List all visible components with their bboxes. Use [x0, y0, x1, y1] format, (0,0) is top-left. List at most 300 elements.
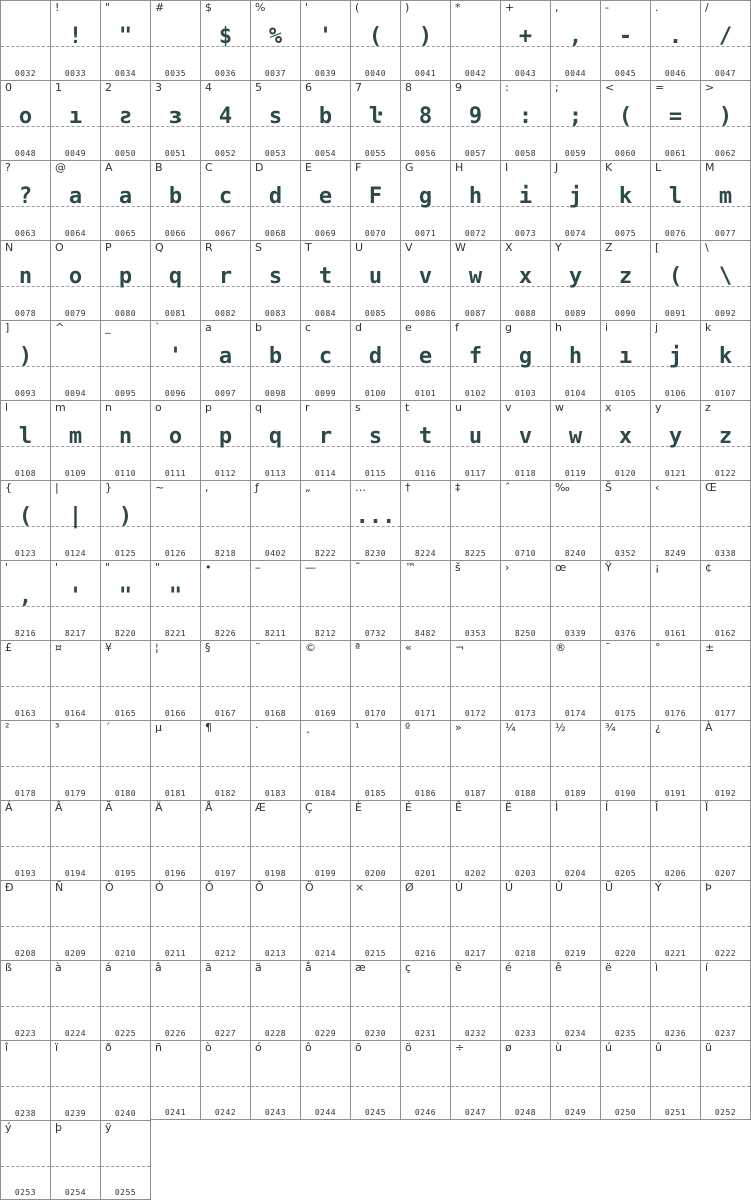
character-code: 0193	[14, 869, 37, 878]
glyph-sample	[1, 1142, 50, 1172]
character-label: ¨	[255, 641, 261, 654]
character-code: 0175	[614, 709, 637, 718]
character-label: <	[605, 81, 615, 94]
character-label: {	[5, 481, 12, 494]
glyph-sample: u	[468, 424, 483, 449]
glyph-sample: "	[168, 584, 183, 609]
character-code: 0243	[264, 1108, 287, 1117]
character-label: 2	[105, 81, 112, 94]
glyph-cell	[150, 240, 200, 320]
glyph-sample: h	[568, 344, 583, 369]
glyph-sample: x	[518, 264, 533, 289]
glyph-sample: s	[268, 104, 283, 129]
glyph-sample	[451, 582, 500, 612]
glyph-sample	[351, 582, 400, 612]
glyph-cell	[250, 80, 300, 160]
character-label: S	[255, 241, 262, 254]
glyph-sample	[501, 982, 550, 1012]
character-code: 0104	[564, 389, 587, 398]
glyph-cell	[350, 0, 400, 80]
glyph-cell	[150, 400, 200, 480]
glyph-sample: n	[18, 264, 33, 289]
character-label: š	[455, 561, 461, 574]
glyph-sample	[651, 582, 700, 612]
character-label: —	[305, 561, 316, 574]
character-code: 0710	[514, 549, 537, 558]
glyph-cell	[400, 0, 450, 80]
glyph-cell	[300, 1040, 350, 1120]
character-code: 0072	[464, 229, 487, 238]
character-label: …	[355, 481, 366, 494]
glyph-sample	[451, 902, 500, 932]
character-label: L	[655, 161, 662, 174]
character-label: *	[455, 1, 461, 14]
glyph-sample: c	[218, 184, 233, 209]
character-label: 4	[205, 81, 212, 94]
glyph-cell	[700, 720, 751, 800]
character-code: 0177	[714, 709, 737, 718]
glyph-cell	[50, 880, 100, 960]
glyph-sample: y	[568, 264, 583, 289]
character-code: 0046	[664, 69, 687, 78]
character-code: 0218	[514, 949, 537, 958]
glyph-cell	[200, 720, 250, 800]
character-label: [	[655, 241, 660, 254]
glyph-sample	[101, 342, 150, 372]
glyph-sample: .	[668, 24, 683, 49]
glyph-sample	[451, 742, 500, 772]
glyph-cell	[450, 640, 500, 720]
glyph-cell	[100, 320, 150, 400]
character-code: 0240	[114, 1109, 137, 1118]
character-code: 0228	[264, 1029, 287, 1038]
character-label: I	[505, 161, 509, 174]
character-label: Õ	[255, 881, 264, 894]
glyph-sample: |	[68, 504, 83, 529]
glyph-cell	[200, 880, 250, 960]
character-code: 0073	[514, 229, 537, 238]
character-label: û	[655, 1041, 662, 1054]
character-label: ]	[5, 321, 10, 334]
character-label: ü	[705, 1041, 712, 1054]
glyph-cell	[100, 0, 150, 80]
glyph-cell	[650, 400, 700, 480]
glyph-cell	[600, 800, 650, 880]
glyph-cell	[550, 720, 600, 800]
character-label: †	[405, 481, 411, 494]
character-label: C	[205, 161, 213, 174]
character-label: A	[105, 161, 113, 174]
character-label: p	[205, 401, 212, 414]
character-label: >	[705, 81, 715, 94]
glyph-cell	[50, 1040, 100, 1120]
glyph-cell	[350, 1040, 400, 1120]
glyph-sample	[601, 982, 650, 1012]
glyph-sample: "	[118, 24, 133, 49]
glyph-sample: 4	[218, 104, 233, 129]
character-code: 0166	[164, 709, 187, 718]
character-label: É	[405, 801, 412, 814]
character-code: 0213	[264, 949, 287, 958]
glyph-cell	[650, 0, 700, 80]
glyph-cell	[650, 240, 700, 320]
character-label: '	[55, 561, 59, 574]
glyph-sample	[251, 742, 300, 772]
glyph-sample	[51, 902, 100, 932]
glyph-sample	[601, 502, 650, 532]
character-label: œ	[555, 561, 567, 574]
character-code: 0109	[64, 469, 87, 478]
glyph-cell	[250, 400, 300, 480]
character-label: D	[255, 161, 264, 174]
character-code: 0206	[664, 869, 687, 878]
glyph-cell	[700, 400, 751, 480]
character-code: 0065	[114, 229, 137, 238]
glyph-sample	[351, 742, 400, 772]
character-label: ô	[305, 1041, 312, 1054]
glyph-sample: '	[168, 344, 183, 369]
character-code: 0098	[264, 389, 287, 398]
glyph-cell	[600, 80, 650, 160]
glyph-cell	[600, 640, 650, 720]
glyph-sample: r	[218, 264, 233, 289]
glyph-cell	[700, 240, 751, 320]
character-label: Ð	[5, 881, 14, 894]
glyph-sample	[651, 902, 700, 932]
character-label: z	[705, 401, 711, 414]
character-label: K	[605, 161, 613, 174]
glyph-cell	[350, 880, 400, 960]
glyph-cell	[700, 800, 751, 880]
glyph-sample: )	[718, 104, 733, 129]
character-label: Ç	[305, 801, 313, 814]
character-code: 0188	[514, 789, 537, 798]
character-code: 0079	[64, 309, 87, 318]
character-code: 8230	[364, 549, 387, 558]
glyph-cell	[700, 560, 751, 640]
character-code: 0195	[114, 869, 137, 878]
glyph-sample: p	[118, 264, 133, 289]
character-label: X	[505, 241, 513, 254]
character-label: ß	[5, 961, 12, 974]
character-label: Þ	[705, 881, 712, 894]
character-code: 0055	[364, 149, 387, 158]
glyph-sample	[1, 822, 50, 852]
character-code: 0118	[514, 469, 537, 478]
character-label: Ø	[405, 881, 414, 894]
glyph-sample: e	[318, 184, 333, 209]
character-label: |	[55, 481, 59, 494]
glyph-cell	[600, 240, 650, 320]
glyph-sample: p	[218, 424, 233, 449]
character-code: 0207	[714, 869, 737, 878]
glyph-row	[0, 320, 751, 400]
character-code: 0224	[64, 1029, 87, 1038]
glyph-cell	[50, 720, 100, 800]
glyph-sample	[151, 982, 200, 1012]
character-label: %	[255, 1, 266, 14]
character-label: ˜	[355, 561, 361, 574]
glyph-cell	[0, 640, 50, 720]
glyph-sample	[601, 742, 650, 772]
character-code: 0114	[314, 469, 337, 478]
character-code: 0108	[14, 469, 37, 478]
glyph-cell	[200, 1040, 250, 1120]
character-code: 0092	[714, 309, 737, 318]
character-code: 0226	[164, 1029, 187, 1038]
character-code: 0036	[214, 69, 237, 78]
character-label: 5	[255, 81, 262, 94]
glyph-cell	[600, 1040, 650, 1120]
glyph-cell	[0, 960, 50, 1040]
character-code: 0069	[314, 229, 337, 238]
glyph-cell	[500, 80, 550, 160]
character-code: 0203	[514, 869, 537, 878]
glyph-sample: u	[368, 264, 383, 289]
glyph-cell	[650, 80, 700, 160]
glyph-sample	[701, 1062, 750, 1092]
glyph-sample: F	[368, 184, 383, 209]
character-code: 0202	[464, 869, 487, 878]
character-code: 0123	[14, 549, 37, 558]
glyph-cell	[0, 160, 50, 240]
character-code: 0071	[414, 229, 437, 238]
glyph-row	[0, 560, 751, 640]
character-label: Š	[605, 481, 612, 494]
character-code: 0062	[714, 149, 737, 158]
glyph-cell	[500, 720, 550, 800]
glyph-sample	[401, 982, 450, 1012]
glyph-cell	[300, 320, 350, 400]
character-code: 0250	[614, 1108, 637, 1117]
character-label: È	[355, 801, 362, 814]
character-label: #	[155, 1, 165, 14]
glyph-sample: (	[668, 264, 683, 289]
glyph-cell	[550, 160, 600, 240]
glyph-cell	[300, 0, 350, 80]
character-label: ¿	[655, 721, 661, 734]
character-code: 0101	[414, 389, 437, 398]
character-code: 0236	[664, 1029, 687, 1038]
character-label: b	[255, 321, 262, 334]
glyph-sample	[501, 822, 550, 852]
glyph-sample: /	[718, 24, 733, 49]
character-code: 0190	[614, 789, 637, 798]
glyph-sample: ı	[68, 104, 83, 129]
glyph-cell	[200, 320, 250, 400]
glyph-cell	[250, 480, 300, 560]
glyph-cell	[500, 480, 550, 560]
glyph-cell	[350, 480, 400, 560]
character-label: µ	[155, 721, 162, 734]
character-code: 0106	[664, 389, 687, 398]
character-code: 0066	[164, 229, 187, 238]
character-label: ¬	[455, 641, 465, 654]
glyph-cell	[500, 240, 550, 320]
character-code: 0182	[214, 789, 237, 798]
glyph-sample	[301, 662, 350, 692]
glyph-cell	[600, 400, 650, 480]
character-code: 0162	[714, 629, 737, 638]
character-label: ›	[505, 561, 510, 574]
character-label: ‹	[655, 481, 660, 494]
glyph-sample: '	[68, 584, 83, 609]
glyph-sample: a	[118, 184, 133, 209]
glyph-sample	[251, 582, 300, 612]
character-label: ù	[555, 1041, 562, 1054]
glyph-cell	[0, 0, 50, 80]
character-code: 0192	[714, 789, 737, 798]
glyph-cell	[0, 320, 50, 400]
glyph-cell	[550, 880, 600, 960]
glyph-cell	[600, 880, 650, 960]
character-label: Á	[5, 801, 13, 814]
glyph-cell	[0, 1120, 50, 1200]
glyph-cell	[300, 240, 350, 320]
glyph-sample: "	[118, 584, 133, 609]
glyph-sample	[51, 1142, 100, 1172]
glyph-cell	[450, 560, 500, 640]
glyph-sample: h	[468, 184, 483, 209]
character-label: R	[205, 241, 213, 254]
glyph-cell	[550, 960, 600, 1040]
glyph-cell	[50, 640, 100, 720]
character-code: 0185	[364, 789, 387, 798]
glyph-cell	[450, 880, 500, 960]
character-code: 0178	[14, 789, 37, 798]
glyph-cell	[700, 880, 751, 960]
character-code: 0184	[314, 789, 337, 798]
character-code: 0081	[164, 309, 187, 318]
character-label: 0	[5, 81, 12, 94]
glyph-cell	[300, 80, 350, 160]
character-code: 0054	[314, 149, 337, 158]
character-code: 0222	[714, 949, 737, 958]
character-code: 8225	[464, 549, 487, 558]
glyph-sample	[601, 902, 650, 932]
character-label: -	[605, 1, 609, 14]
glyph-cell	[200, 80, 250, 160]
character-code: 0086	[414, 309, 437, 318]
glyph-sample	[151, 822, 200, 852]
glyph-sample: a	[68, 184, 83, 209]
glyph-sample: -	[618, 24, 633, 49]
character-code: 0068	[264, 229, 287, 238]
character-label: ;	[555, 81, 559, 94]
glyph-cell	[500, 320, 550, 400]
glyph-cell	[650, 720, 700, 800]
glyph-sample: z	[618, 264, 633, 289]
character-label: æ	[355, 961, 366, 974]
character-code: 0201	[414, 869, 437, 878]
character-code: 0234	[564, 1029, 587, 1038]
character-label: N	[5, 241, 14, 254]
glyph-row	[0, 640, 751, 720]
character-label: w	[555, 401, 564, 414]
glyph-cell	[450, 240, 500, 320]
glyph-cell	[600, 960, 650, 1040]
character-code: 0044	[564, 69, 587, 78]
glyph-sample	[451, 22, 500, 52]
glyph-cell	[400, 320, 450, 400]
glyph-sample	[451, 502, 500, 532]
glyph-sample	[251, 1062, 300, 1092]
character-label: "	[155, 561, 161, 574]
glyph-sample: j	[568, 184, 583, 209]
glyph-sample	[601, 822, 650, 852]
character-label: ¼	[505, 721, 516, 734]
character-code: 0205	[614, 869, 637, 878]
glyph-cell	[50, 320, 100, 400]
character-label: ¤	[55, 641, 62, 654]
glyph-cell	[550, 1040, 600, 1120]
glyph-cell	[600, 160, 650, 240]
character-code: 0099	[314, 389, 337, 398]
character-label: E	[305, 161, 312, 174]
character-code: 0107	[714, 389, 737, 398]
character-label: ñ	[155, 1041, 162, 1054]
character-code: 0200	[364, 869, 387, 878]
character-code: 0339	[564, 629, 587, 638]
glyph-sample	[401, 902, 450, 932]
character-code: 0075	[614, 229, 637, 238]
character-code: 0210	[114, 949, 137, 958]
glyph-cell	[0, 880, 50, 960]
glyph-cell	[250, 960, 300, 1040]
glyph-row	[0, 880, 751, 960]
glyph-cell	[50, 1120, 100, 1200]
character-code: 0115	[364, 469, 387, 478]
glyph-cell	[600, 0, 650, 80]
glyph-cell	[250, 800, 300, 880]
character-label: å	[305, 961, 312, 974]
character-code: 8220	[114, 629, 137, 638]
glyph-cell	[650, 1040, 700, 1120]
glyph-cell	[100, 1040, 150, 1120]
character-label: ½	[555, 721, 566, 734]
glyph-sample	[51, 342, 100, 372]
glyph-cell	[650, 320, 700, 400]
glyph-cell	[400, 720, 450, 800]
glyph-cell	[450, 160, 500, 240]
character-label: 3	[155, 81, 162, 94]
character-code: 0093	[14, 389, 37, 398]
glyph-sample: ,	[568, 24, 583, 49]
character-code: 0042	[464, 69, 487, 78]
character-code: 0233	[514, 1029, 537, 1038]
character-label: Ê	[455, 801, 462, 814]
glyph-cell	[0, 1040, 50, 1120]
character-label: •	[205, 561, 212, 574]
glyph-sample: (	[618, 104, 633, 129]
character-label: )	[405, 1, 410, 14]
glyph-cell	[50, 0, 100, 80]
character-code: 0251	[664, 1108, 687, 1117]
character-label: Ã	[105, 801, 113, 814]
glyph-cell	[450, 0, 500, 80]
character-code: 8221	[164, 629, 187, 638]
glyph-sample: w	[468, 264, 483, 289]
character-code: 0169	[314, 709, 337, 718]
glyph-sample: ɜ	[168, 104, 183, 129]
glyph-sample: +	[518, 24, 533, 49]
character-code: 0214	[314, 949, 337, 958]
glyph-sample	[451, 1062, 500, 1092]
character-code: 0208	[14, 949, 37, 958]
glyph-sample: w	[568, 424, 583, 449]
character-code: 0090	[614, 309, 637, 318]
character-code: 0074	[564, 229, 587, 238]
